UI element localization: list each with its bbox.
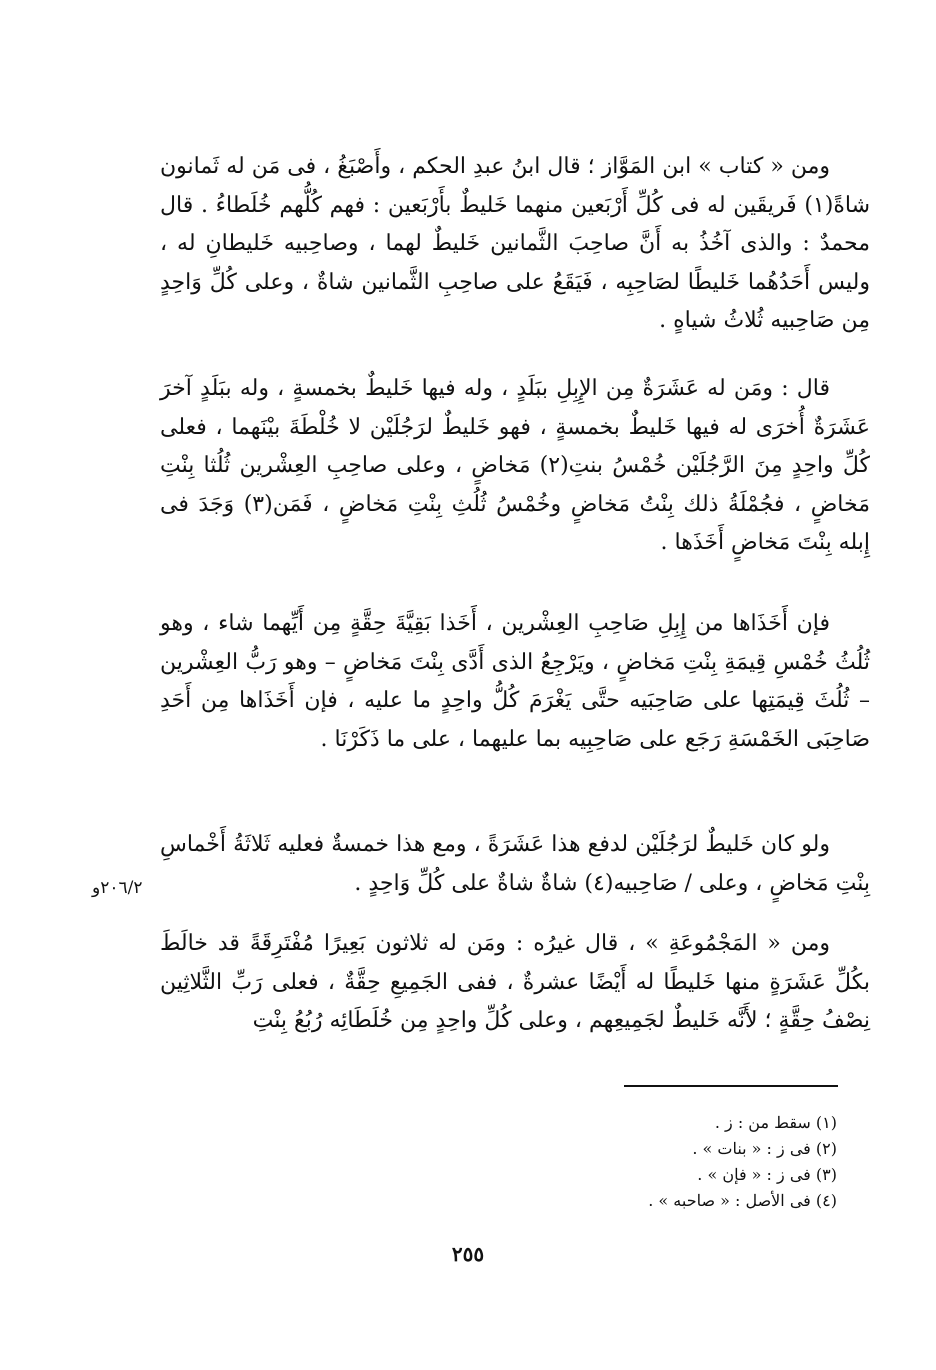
manuscript-folio-note: ٢٠٦/٢و	[92, 878, 143, 898]
paragraph-text: ومن « كتاب » ابن المَوَّاز ؛ قال ابنُ عبدِ الحكم ، وأَصْبَغُ ، فى مَن له ثَمانون شاةً(١) فَريقَين له فى كُلِّ أَرْبَعين منهما خَليطٌ بأَرْبَعين : فهم كُلُّهم خُلَطاءُ . قال محمدٌ : والذى آخُذُ به أَنَّ صاحِبَ الثَّمانين خَليطٌ لهما ، وصاحِبيه خَليطانِ له ، وليس أَحَدُهُما خَليطًا لصَاحِبِه ، فَيَقَعُ على صاحِبِ الثَّمانين شاةٌ ، وعلى كُلِّ وَاحِدٍ مِن صَاحِبيه ثُلاثُ شياهٍ .	[160, 154, 870, 333]
paragraph-3	[160, 605, 870, 759]
footnote-2: (٢) فى ز : « بنات » .	[692, 1139, 837, 1158]
footnotes-list	[480, 1110, 837, 1214]
paragraph-text: فإن أَخَذَاها من إِبِلِ صَاحِبِ العِشْرين ، أَخَذا بَقِيَّةَ حِقَّةٍ مِن أَيِّهما شاء ، وهو ثُلُثُ خُمْسِ قِيمَةِ بِنْتِ مَخاضٍ ، ويَرْجِعُ الذى أَدَّى بِنْتَ مَخاضٍ – وهو رَبُّ العِشْرين – ثُلُثَ قِيمَتِها على صَاحِبَيه حتَّى يَغْرَمَ كُلُّ واحِدٍ ما عليه ، فإن أَخَذَاها مِن أَحَدِ صَاحِبَى الخَمْسَةِ رَجَع على صَاحِبِيه بما عليهما ، على ما ذَكَرْنَا .	[160, 611, 870, 752]
footnote-4: (٤) فى الأصل : « صاحبه » .	[648, 1191, 837, 1210]
paragraph-1	[160, 148, 870, 341]
paragraph-text: ولو كان خَليطٌ لرَجُلَيْن لدفع هذا عَشَرَةً ، ومع هذا خمسةٌ فعليه ثَلاثَةُ أَخْماسِ بِنْتِ مَخاضٍ ، وعلى / صَاحِبيه(٤) شاةٌ شاةٌ على كُلِّ وَاحِدٍ .	[160, 832, 870, 896]
footnote-3: (٣) فى ز : « فإن » .	[697, 1165, 837, 1184]
page-number: ٢٥٥	[451, 1242, 485, 1266]
footnote-divider	[624, 1085, 838, 1087]
paragraph-4	[160, 826, 870, 903]
paragraph-text: قال : ومَن له عَشَرَةٌ مِن الإِبِلِ ببَلَدٍ ، وله فيها خَليطٌ بخمسةٍ ، وله ببَلَدٍ آخرَ عَشَرَةٌ أُخرَى له فيها خَليطٌ بخمسةٍ ، فهو خَليطٌ لرَجُلَيْن لا خُلْطَةَ بيْنَهما ، فعلى كُلِّ واحِدٍ مِنَ الرَّجُلَيْن خُمْسُ بنتِ(٢) مَخاضٍ ، وعلى صاحِبِ العِشْرين ثُلُثا بِنْتِ مَخاضٍ ، فجُمْلَةُ ذلك بِنْتُ مَخاضٍ وخُمْسُ ثُلُثِ بِنْتِ مَخاضٍ ، فَمَن(٣) وَجَدَ فى إِبله بِنْتَ مَخاضٍ أَخَذَها .	[160, 376, 870, 555]
paragraph-5	[160, 925, 870, 1041]
footnote-1: (١) سقط من : ز .	[714, 1113, 837, 1132]
paragraph-2	[160, 370, 870, 563]
paragraph-text: ومن « المَجْمُوعَةِ » ، قال غيرُه : ومَن له ثلاثون بَعِيرًا مُفْتَرِقَةً قد خالَطَ بكُلِّ عَشَرَةٍ منها خَليطًا له أَيْضًا عشرةٌ ، ففى الجَمِيعِ حِقَّةٌ ، فعلى رَبِّ الثَّلاثِين نِصْفُ حِقَّةٍ ؛ لأَنَّه خَليطٌ لجَمِيعِهم ، وعلى كُلِّ واحِدٍ مِن خُلَطَائِه رُبُعُ بِنْتِ	[160, 931, 870, 1033]
